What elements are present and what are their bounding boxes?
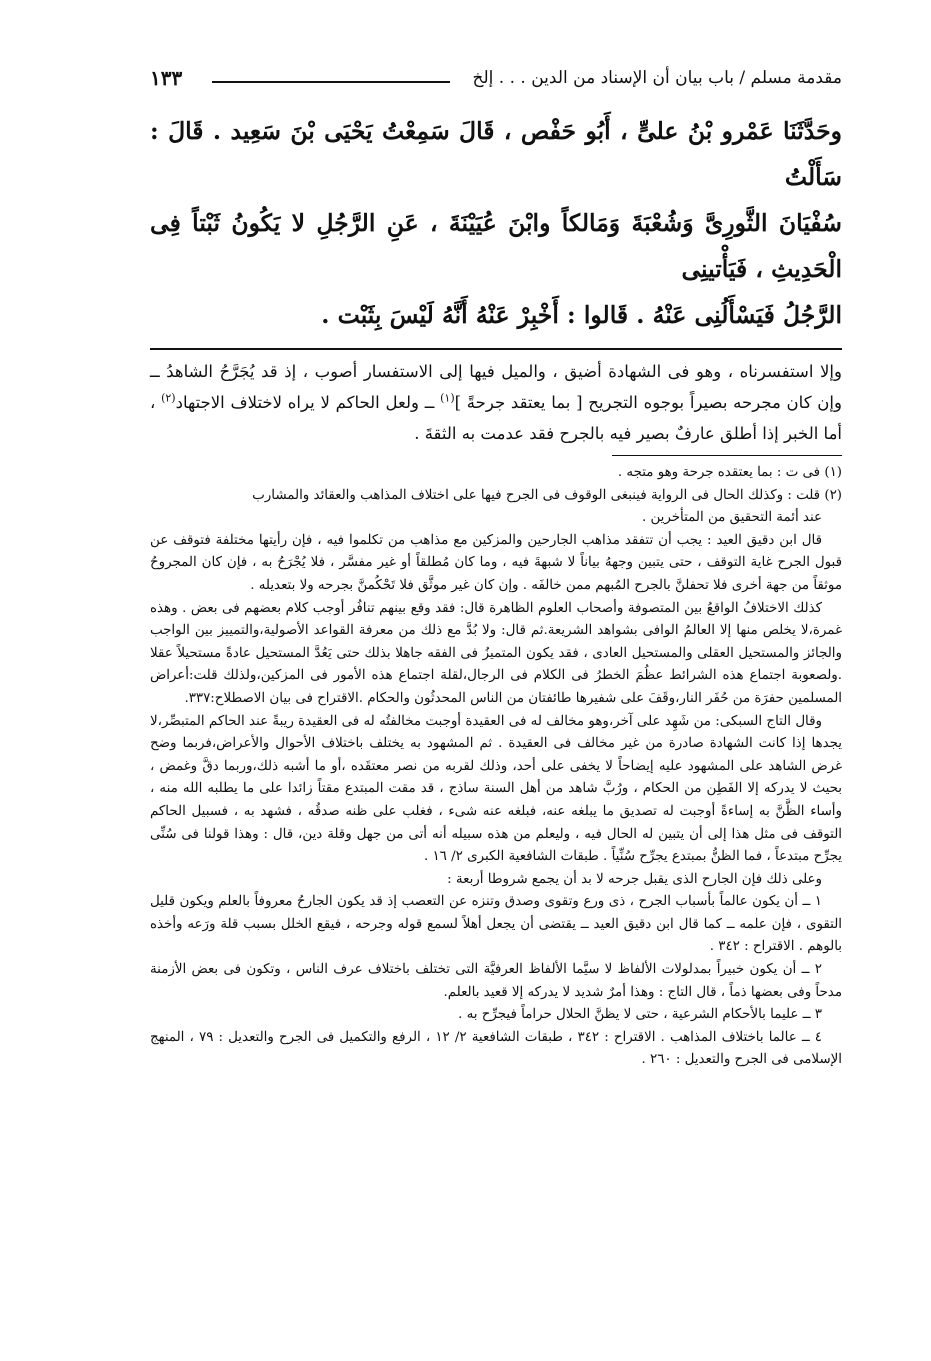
page-number: ١٣٣: [150, 66, 183, 90]
running-title: مقدمة مسلم / باب بيان أن الإسناد من الدين . . . إلخ: [472, 68, 842, 88]
footnote-divider-wrap: [150, 449, 842, 462]
footnote-paragraph: ٤ ــ عالما باختلاف المذاهب . الاقتراح : ٣٤٢ ، طبقات الشافعية ٢/ ١٢ ، الرفع والتكميل فى الجرح والتعديل : ٧٩ ، المنهج الإسلامى فى الجرح والتعديل : ٢٦٠ .: [150, 1029, 842, 1068]
footnote-ref-1: (١): [440, 391, 455, 405]
footnote-divider: [612, 455, 842, 456]
footnote-paragraph: وقال التاج السبكى: من شَهِد على آخر،وهو مخالف له فى العقيدة أوجبت مخالفتُه له فى العقيدة ريبةً عند الحاكم المتبصِّر،لا يجدها إذا كانت الشهادة صادرة من غير مخالف فى العقيدة . ثم المشهود به يختلف باختلاف الأحوال والأعراض،فربما وضح غرض الشاهد على المشهود عليه إيضاحاً لا يخفى على أحد، وذلك لقربه من نصر معتقَده ،أو ما أشبه ذلك،وربما دقَّ وغمض ، بحيث لا يدركه إلا الفَطِن من الحكام ، ورُبَّ شاهد من أهل السنة ساذج ، قد مقت المبتدع مقتاً زائدا على ما يطلبه الله منه ، وأساء الظَّنَّ به إساءةً أوجبت له تصديق ما يبلغه عنه، فبلغه عنه شىء ، فغلب على ظنه صدقُه ، فشهد به ، فسبيل الحاكم التوقف فى مثل هذا إلى أن يتبين له الحال فيه ، وليعلم من هذه سبيله أنه أتى من جهل وقلة دين، قال : وهذا قولنا فى سُنِّى يجرِّح مبتدعاً ، فما الظنُّ بمبتدع يجرِّح سُنِّياً . طبقات الشافعية الكبرى ٢/ ١٦ .: [150, 713, 842, 865]
commentary-paragraph: [150, 356, 842, 449]
hadith-line: سُفْيَانَ الثَّورِىَّ وَشُعْبَةَ وَمَالكاً وابْنَ عُيَيْنَةَ ، عَنِ الرَّجُلِ لا يَكُونُ ثَبْتاً فِى الْحَدِيثِ ، فَيَأْتينِى: [150, 209, 842, 283]
commentary-text: وإلا استفسرناه ، وهو فى الشهادة أضيق ، والميل فيها إلى الاستفسار أصوب ، إذ قد يُجَرَّحُ الشاهدُ ــ وإن كان مجرحه بصيراً بوجوه التجريح [ بما يعتقد جرحةً ]: [150, 362, 842, 412]
footnote-paragraph: قال ابن دقيق العيد : يجب أن تتفقد مذاهب الجارحين والمزكين مع مذاهب من تكلموا فيه ، فإن رأيتها مختلفة فتوقف عن قبول الجرح غاية التوقف ، حتى يتبين وجههُ بياناً لا شبهةَ فيه ، وما كان مُطلقاً أو غير مفسَّر ، فلا يُجْرَحُ به ، فإن كان المجروحُ موثقاً من جهة أخرى فلا تحفلنَّ بالجرح المُبهم ممن خالفَه . وإن كان غير موثَّق فلا تَحْكُمنَّ بجرحه ولا بتعديله .: [150, 532, 842, 593]
header-rule: [212, 81, 450, 83]
footnotes: [150, 462, 842, 1072]
footnote-paragraph: ٣ ــ عليما بالأحكام الشرعية ، حتى لا يظنَّ الحلال حراماً فيجرِّح به .: [458, 1007, 822, 1023]
footnote-paragraph: ١ ــ أن يكون عالماً بأسباب الجرح ، ذى ورع وتقوى وصدق وتنزه عن التعصب إذ قد يكون الجارحُ معروفاً بالعلم ويكون قليل التقوى ، فإن علمه ــ كما قال ابن دقيق العيد ــ يقتضى أن يجعل أهلاً لسمع قوله وجرحه ، فيقع الخلل بسبب قلة ورَعه وأخذه بالوهم . الاقتراح : ٣٤٢ .: [150, 894, 842, 955]
footnote-paragraph: (١) فى ت : بما يعتقده جرحة وهو متجه .: [617, 465, 842, 480]
commentary-text: ، أما الخبر إذا أطلق عارفٌ بصير فيه بالجرح فقد عدمت به الثقةَ .: [150, 393, 842, 443]
footnote-paragraph: (٢) قلت : وكذلك الحال فى الرواية فينبغى الوقوف فى الجرح فيها على اختلاف المذاهب والعقائد والمشارب: [252, 487, 842, 503]
section-divider: [150, 348, 842, 350]
hadith-text: [150, 108, 842, 338]
footnote-ref-2: (٢): [161, 391, 176, 405]
footnote-paragraph: ٢ ــ أن يكون خبيراً بمدلولات الألفاظ لا سيَّما الألفاظ العرفيَّة التى تختلف باختلاف عرف الناس ، وتكون فى بعض الأزمنة مدحاً وفى بعضها ذماً ، قال التاج : وهذا أمرٌ شديد لا يدركه إلا قعيد بالعلم.: [150, 962, 842, 1000]
footnote-paragraph: كذلك الاختلافُ الواقعُ بين المتصوفة وأصحاب العلوم الظاهرة قال: فقد وقع بينهم تنافُر أوجب كلام بعضهم فى بعض . وهذه غمرة،لا يخلص منها إلا العالمُ الوافى بشواهد الشريعة.ثم قال: ولا بُدَّ مع ذلك من معرفة القواعد الأصولية،والتمييز بين الواجب والجائز والمستحيل العقلى والمستحيل العادى ، فقد يكون المتميزُ فى الفقه جاهلا بذلك حتى يَعُدَّ المستحيل عادةً مستحيلاً عقلا .ولصعوبة اجتماع هذه الشرائط عظُمَ الخطرُ فى الكلام فى الرجال،لقلة اجتماع هذه الأمور فى المزكين،ولذلك قلت:أعراض المسلمين حفرَة من حُفَر النار،وقَفَ على شفيرها طائفتان من الناس المحدثُون والحكام .الاقتراح فى بيان الاصطلاح:٣٣٧.: [150, 600, 842, 706]
hadith-line: الرَّجُلُ فَيَسْأَلُنِى عَنْهُ . قَالوا : أَخْبِرْ عَنْهُ أَنَّهُ لَيْسَ بِثَبْت .: [321, 301, 842, 329]
footnote-paragraph: عند أئمة التحقيق من المتأخرين .: [641, 510, 822, 526]
page-header: [150, 62, 842, 96]
hadith-line: وحَدَّثَنَا عَمْرو بْنُ علىٍّ ، أَبُو حَفْص ، قَالَ سَمِعْتُ يَحْيَى بْنَ سَعِيد . قَالَ : سَأَلْتُ: [150, 117, 842, 191]
book-page: [150, 62, 842, 1072]
commentary: [150, 356, 842, 449]
commentary-text: ــ ولعل الحاكم لا يراه لاختلاف الاجتهاد: [175, 393, 441, 412]
footnote-paragraph: وعلى ذلك فإن الجارح الذى يقبل جرحه لا بد أن يجمع شروطا أربعة :: [447, 871, 822, 887]
